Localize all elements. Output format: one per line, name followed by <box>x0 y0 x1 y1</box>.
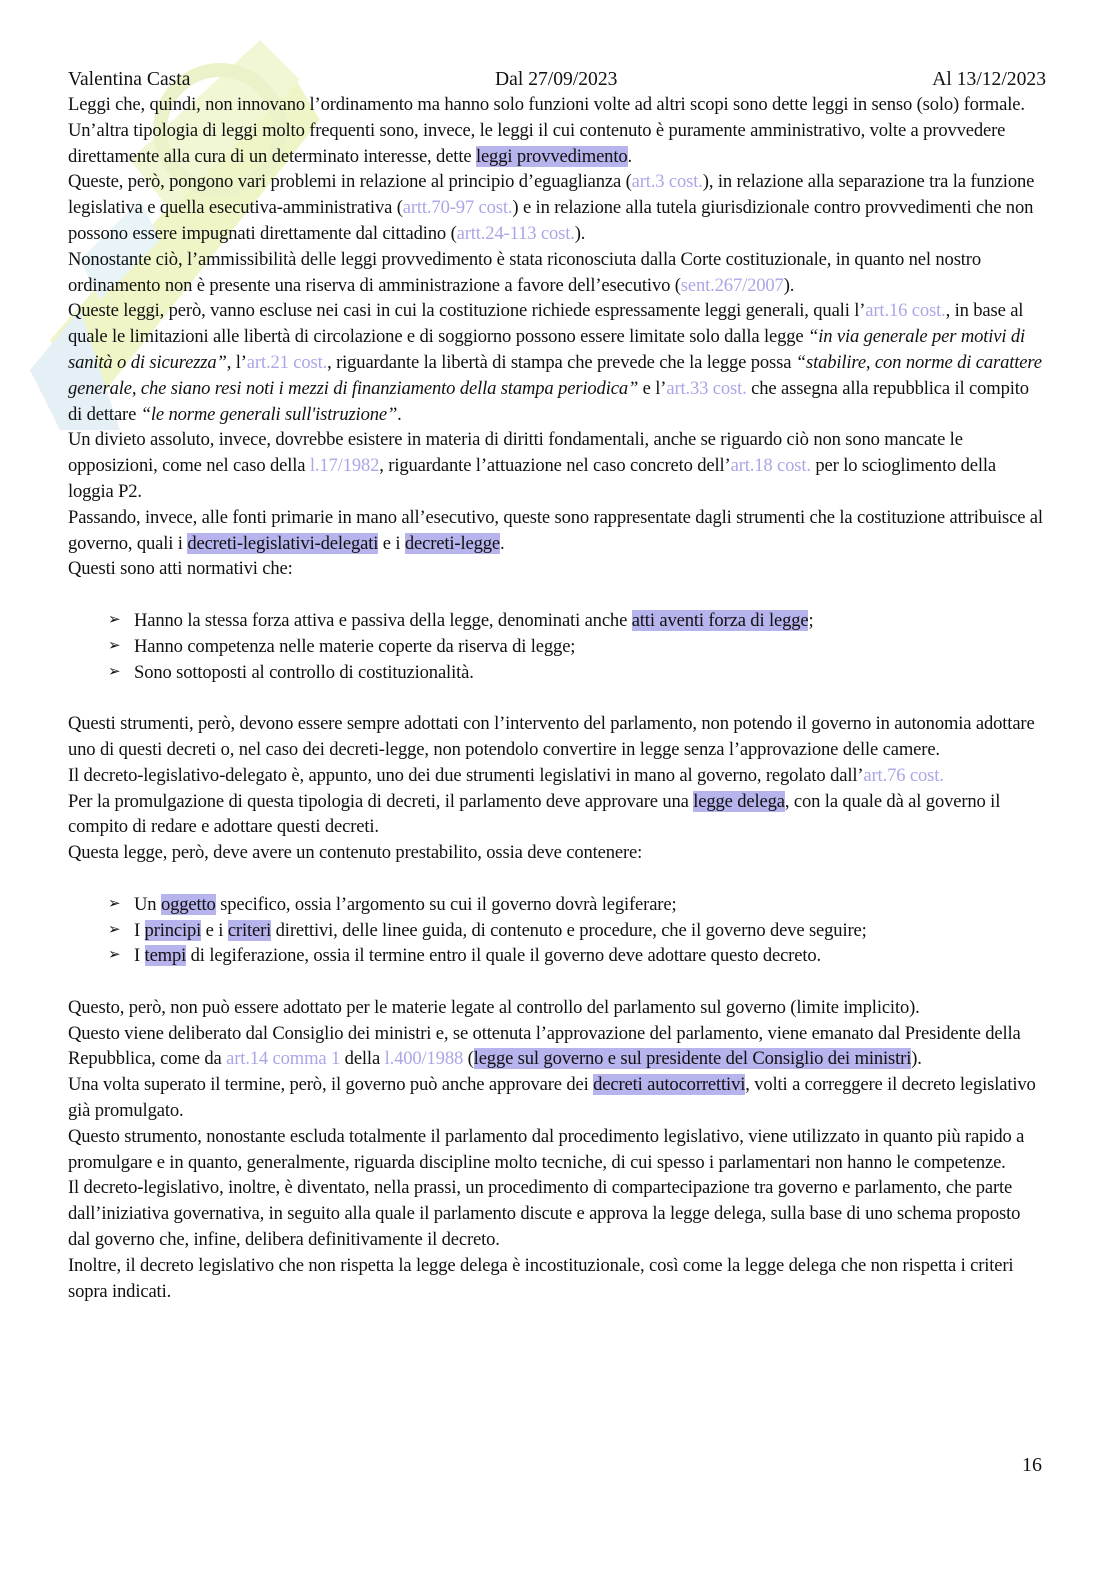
paragraph: Inoltre, il decreto legislativo che non rispetta la legge delega è incostituzionale, così come la legge delega che non rispetta i criteri sopra indicati. <box>68 1254 1014 1302</box>
paragraph: Queste, però, pongono vari problemi in relazione al principio d’eguaglianza (art.3 cost.), in relazione alla separazione tra la funzione legislativa e quella esecutiva-amministrativa (artt.70-97 cost.) e in relazione alla tutela giurisdizionale contro provvedimenti che non possono essere impugnati direttamente dal cittadino (artt.24-113 cost.). <box>68 171 1035 244</box>
header-author: Valentina Casta <box>68 69 191 90</box>
paragraph: Questo viene deliberato dal Consiglio dei ministri e, se ottenuta l’approvazione del parlamento, viene emanato dal Presidente della Repubblica, come da art.14 comma 1 della l.400/1988 (legge sul governo e sul presidente del Consiglio dei ministri). <box>68 1022 1021 1070</box>
arrow-bullet-icon: ➢ <box>108 895 121 912</box>
arrow-bullet-icon: ➢ <box>108 921 121 938</box>
paragraph: Il decreto-legislativo-delegato è, appunto, uno dei due strumenti legislativi in mano al governo, regolato dall’art.76 cost. <box>68 764 944 786</box>
highlighted-term: legge sul governo e sul presidente del Consiglio dei ministri <box>473 1048 912 1070</box>
legal-reference: art.21 cost. <box>246 351 328 373</box>
list-item: ➢ I tempi di legiferazione, ossia il termine entro il quale il governo deve adottare questo decreto. <box>68 943 1046 969</box>
paragraph: Il decreto-legislativo, inoltre, è diventato, nella prassi, un procedimento di compartecipazione tra governo e parlamento, che parte dall’iniziativa governativa, in seguito alla quale il parlamento discute e approva la legge delega, sulla base di uno schema proposto dal governo che, infine, delibera definitivamente il decreto. <box>68 1177 1021 1251</box>
highlighted-term: principi <box>144 919 202 941</box>
list-item: ➢ Hanno competenza nelle materie coperte da riserva di legge; <box>68 634 1046 660</box>
highlighted-term: decreti autocorrettivi <box>593 1074 746 1096</box>
highlighted-term: legge delega <box>693 790 785 812</box>
arrow-bullet-icon: ➢ <box>108 663 121 680</box>
paragraph: Questa legge, però, deve avere un contenuto prestabilito, ossia deve contenere: <box>68 842 643 864</box>
legal-reference: artt.70-97 cost. <box>402 197 513 219</box>
legal-reference: art.18 cost. <box>730 455 811 477</box>
paragraph: Questo, però, non può essere adottato per le materie legate al controllo del parlamento sul governo (limite implicito). <box>68 996 920 1018</box>
paragraph: Per la promulgazione di questa tipologia di decreti, il parlamento deve approvare una legge delega, con la quale dà al governo il compito di redare e adottare questi decreti. <box>68 790 1001 838</box>
paragraph: Una volta superato il termine, però, il governo può anche approvare dei decreti autocorrettivi, volti a correggere il decreto legislativo già promulgato. <box>68 1074 1036 1122</box>
highlighted-term: atti aventi forza di legge <box>631 609 809 631</box>
legal-reference: l.400/1988 <box>384 1048 464 1070</box>
list-item: ➢ Un oggetto specifico, ossia l’argomento su cui il governo dovrà legiferare; <box>68 892 1046 918</box>
paragraph: Questo strumento, nonostante escluda totalmente il parlamento dal procedimento legislativo, viene utilizzato in quanto più rapido a promulgare e in quanto, generalmente, riguarda discipline molto tecniche, di cui spesso i parlamentari non hanno le competenze. <box>68 1125 1025 1173</box>
paragraph: Passando, invece, alle fonti primarie in mano all’esecutivo, queste sono rappresentate dagli strumenti che la costituzione attribuisce al governo, quali i decreti-legislativi-delegati e i decreti-legge. <box>68 506 1043 554</box>
legal-reference: art.33 cost. <box>666 377 747 399</box>
bullet-list <box>68 608 1046 685</box>
paragraph: Leggi che, quindi, non innovano l’ordinamento ma hanno solo funzioni volte ad altri scopi sono dette leggi in senso (solo) formale. <box>68 94 1025 115</box>
header-date-from: Dal 27/09/2023 <box>495 69 618 90</box>
highlighted-term: criteri <box>227 919 272 941</box>
legal-reference: l.17/1982 <box>309 455 380 477</box>
list-item: ➢ I principi e i criteri direttivi, delle linee guida, di contenuto e procedure, che il governo deve seguire; <box>68 918 1046 944</box>
header-date-to: Al 13/12/2023 <box>932 69 1046 90</box>
paragraph: Un divieto assoluto, invece, dovrebbe esistere in materia di diritti fondamentali, anche se riguardo ciò non sono mancate le opposizioni, come nel caso della l.17/1982, riguardante l’attuazione nel caso concreto dell’art.18 cost. per lo scioglimento della loggia P2. <box>68 429 996 502</box>
arrow-bullet-icon: ➢ <box>108 947 121 964</box>
page-number: 16 <box>1022 1454 1042 1476</box>
list-item: ➢ Hanno la stessa forza attiva e passiva della legge, denominati anche atti aventi forza di legge; <box>68 608 1046 634</box>
bullet-list <box>68 892 1046 969</box>
highlighted-term: leggi provvedimento <box>475 145 628 167</box>
paragraph: Questi strumenti, però, devono essere sempre adottati con l’intervento del parlamento, non potendo il governo in autonomia adottare uno di questi decreti o, nel caso dei decreti-legge, non potendolo convertire in legge senza l’approvazione delle camere. <box>68 713 1035 760</box>
list-item: ➢ Sono sottoposti al controllo di costituzionalità. <box>68 660 1046 686</box>
legal-reference: art.16 cost. <box>865 300 946 322</box>
highlighted-term: decreti-legislativi-delegati <box>187 532 379 554</box>
quotation: “le norme generali sull'istruzione” <box>140 403 398 425</box>
paragraph: Questi sono atti normativi che: <box>68 558 293 580</box>
quotation: “stabilire, con norme di carattere generale, che siano resi noti i mezzi di finanziamento della stampa periodica” <box>68 351 1042 399</box>
highlighted-term: decreti-legge <box>404 532 500 554</box>
paragraph: Un’altra tipologia di leggi molto frequenti sono, invece, le leggi il cui contenuto è puramente amministrativo, volte a provvedere direttamente alla cura di un determinato interesse, dette leggi provvedimento. <box>68 119 1006 167</box>
highlighted-term: oggetto <box>160 893 216 915</box>
document-body <box>68 92 1046 1304</box>
arrow-bullet-icon: ➢ <box>108 637 121 654</box>
page-header <box>68 66 1046 94</box>
legal-reference: art.3 cost. <box>631 171 703 193</box>
arrow-bullet-icon: ➢ <box>108 611 121 628</box>
legal-reference: art.14 comma 1 <box>226 1048 341 1070</box>
legal-reference: artt.24-113 cost. <box>456 222 575 244</box>
legal-reference: art.76 cost. <box>863 764 944 786</box>
legal-reference: sent.267/2007 <box>680 274 784 296</box>
highlighted-term: tempi <box>144 945 187 967</box>
paragraph: Queste leggi, però, vanno escluse nei casi in cui la costituzione richiede espressamente leggi generali, quali l’art.16 cost., in base al quale le limitazioni alle libertà di circolazione e di soggiorno possono essere limitate solo dalla legge “in via generale per motivi di sanità o di sicurezza”, l’art.21 cost., riguardante la libertà di stampa che prevede che la legge possa “stabilire, con norme di carattere generale, che siano resi noti i mezzi di finanziamento della stampa periodica” e l’art.33 cost. che assegna alla repubblica il compito di dettare “le norme generali sull'istruzione”. <box>68 300 1042 425</box>
paragraph: Nonostante ciò, l’ammissibilità delle leggi provvedimento è stata riconosciuta dalla Corte costituzionale, in quanto nel nostro ordinamento non è presente una riserva di amministrazione a favore dell’esecutivo (sent.267/2007). <box>68 248 981 296</box>
quotation: “in via generale per motivi di sanità o di sicurezza” <box>68 326 1026 373</box>
